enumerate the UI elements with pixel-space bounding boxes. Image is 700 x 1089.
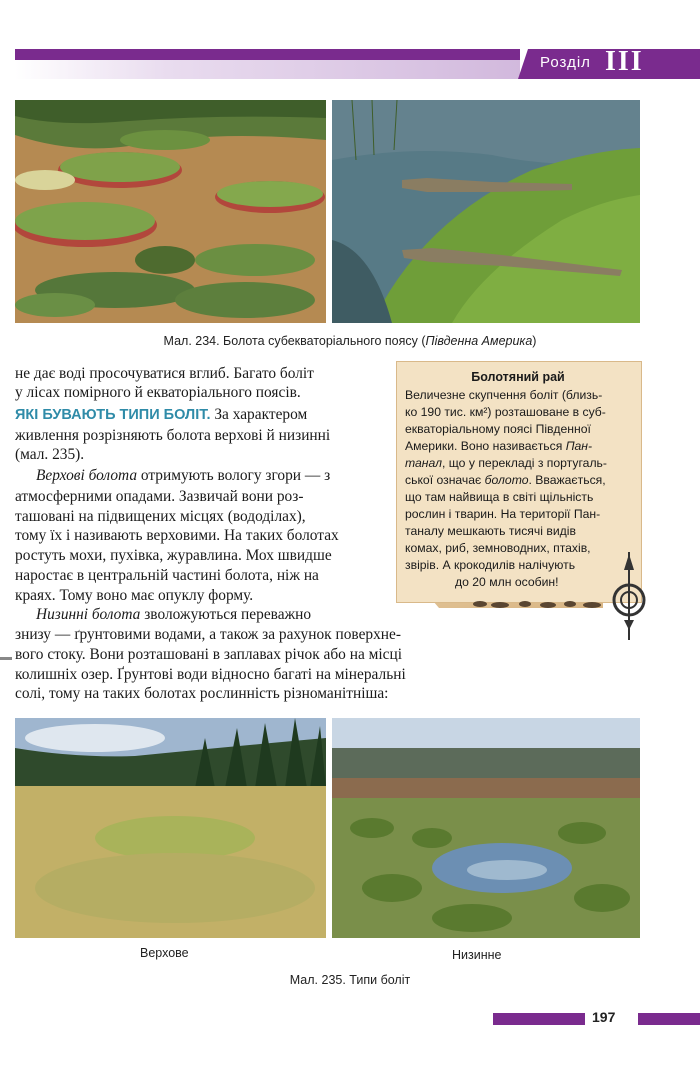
photo-label-raised: Верхове: [140, 946, 189, 960]
sidebar-line: Величезне скупчення боліт (близь-: [405, 388, 603, 402]
sidebar-line: звірів. А крокодилів налічують: [405, 558, 576, 572]
figure-234-caption: Мал. 234. Болота субекваторіального поясу (Південна Америка): [163, 334, 537, 348]
paragraph-line: тому їх і називають верховими. На таких болотах: [15, 527, 339, 544]
paragraph-line: колишніх озер. Ґрунтові води відносно багаті на мінеральні: [15, 666, 406, 683]
sidebar-line: Америки. Воно називається Пан-: [405, 439, 593, 453]
paragraph-line: краях. Тому воно має опуклу форму.: [15, 587, 254, 604]
paragraph-line: у лісах помірного й екваторіального поясів.: [15, 384, 301, 401]
paragraph-line: ЯКІ БУВАЮТЬ ТИПИ БОЛІТ. За характером: [15, 406, 308, 423]
paragraph-line: ростуть мохи, пухівка, журавлина. Мох швидше: [15, 547, 332, 564]
paragraph-line: атмосферними опадами. Зазвичай вони роз-: [15, 488, 304, 505]
photo-water-lilies: [15, 100, 326, 323]
compass-icon: [612, 552, 646, 640]
photo-label-low: Низинне: [452, 948, 502, 962]
sidebar-line: рослин і тварин. На території Пан-: [405, 507, 601, 521]
sidebar-line: ко 190 тис. км²) розташоване в суб-: [405, 405, 606, 419]
footer-bar-left: [493, 1013, 585, 1025]
paragraph-line: не дає воді просочуватися вглиб. Багато боліт: [15, 365, 314, 382]
paragraph-line: Низинні болота зволожуються переважно: [36, 606, 312, 623]
page-number: 197: [592, 1009, 616, 1025]
sidebar-line: ської означає болото. Вважається,: [405, 473, 606, 487]
sidebar-line: танал, що у перекладі з португаль-: [405, 456, 607, 470]
sidebar-title: Болотяний рай: [471, 370, 565, 384]
sidebar-line: таналу мешкають тисячі видів: [405, 524, 576, 538]
footer-bar-right: [638, 1013, 700, 1025]
photo-raised-bog: [15, 718, 326, 938]
header-band: [15, 49, 520, 79]
paragraph-line: Верхові болота отримують вологу згори — з: [36, 467, 331, 484]
section-label: Розділ: [540, 54, 591, 71]
paragraph-line: ташовані на підвищених місцях (вододілах),: [15, 508, 306, 525]
sidebar-line: екваторіальному поясі Південної: [405, 422, 591, 436]
section-heading: ЯКІ БУВАЮТЬ ТИПИ БОЛІТ.: [15, 407, 211, 423]
section-number: III: [605, 46, 644, 77]
photo-caimans: [332, 100, 640, 323]
sidebar-line: комах, риб, земноводних, птахів,: [405, 541, 591, 555]
sidebar-line: до 20 млн особин!: [455, 575, 559, 589]
paragraph-line: наростає в центральній частині болота, ніж на: [15, 567, 319, 584]
figure-235-caption: Мал. 235. Типи боліт: [289, 973, 411, 987]
paragraph-line: солі, тому на таких болотах рослинність різноманітніша:: [15, 685, 389, 702]
paragraph-line: вого стоку. Вони розташовані в заплавах річок або на місці: [15, 646, 403, 663]
margin-mark: [0, 657, 12, 660]
photo-low-bog: [332, 718, 640, 938]
sidebar-line: що там найвища в світі щільність: [405, 490, 594, 504]
paragraph-line: (мал. 235).: [15, 446, 85, 463]
paragraph-line: знизу — ґрунтовими водами, а також за рахунок поверхне-: [15, 626, 401, 643]
animals-silhouette-icon: [470, 596, 610, 610]
paragraph-line: живлення розрізняють болота верхові й низинні: [15, 427, 331, 444]
